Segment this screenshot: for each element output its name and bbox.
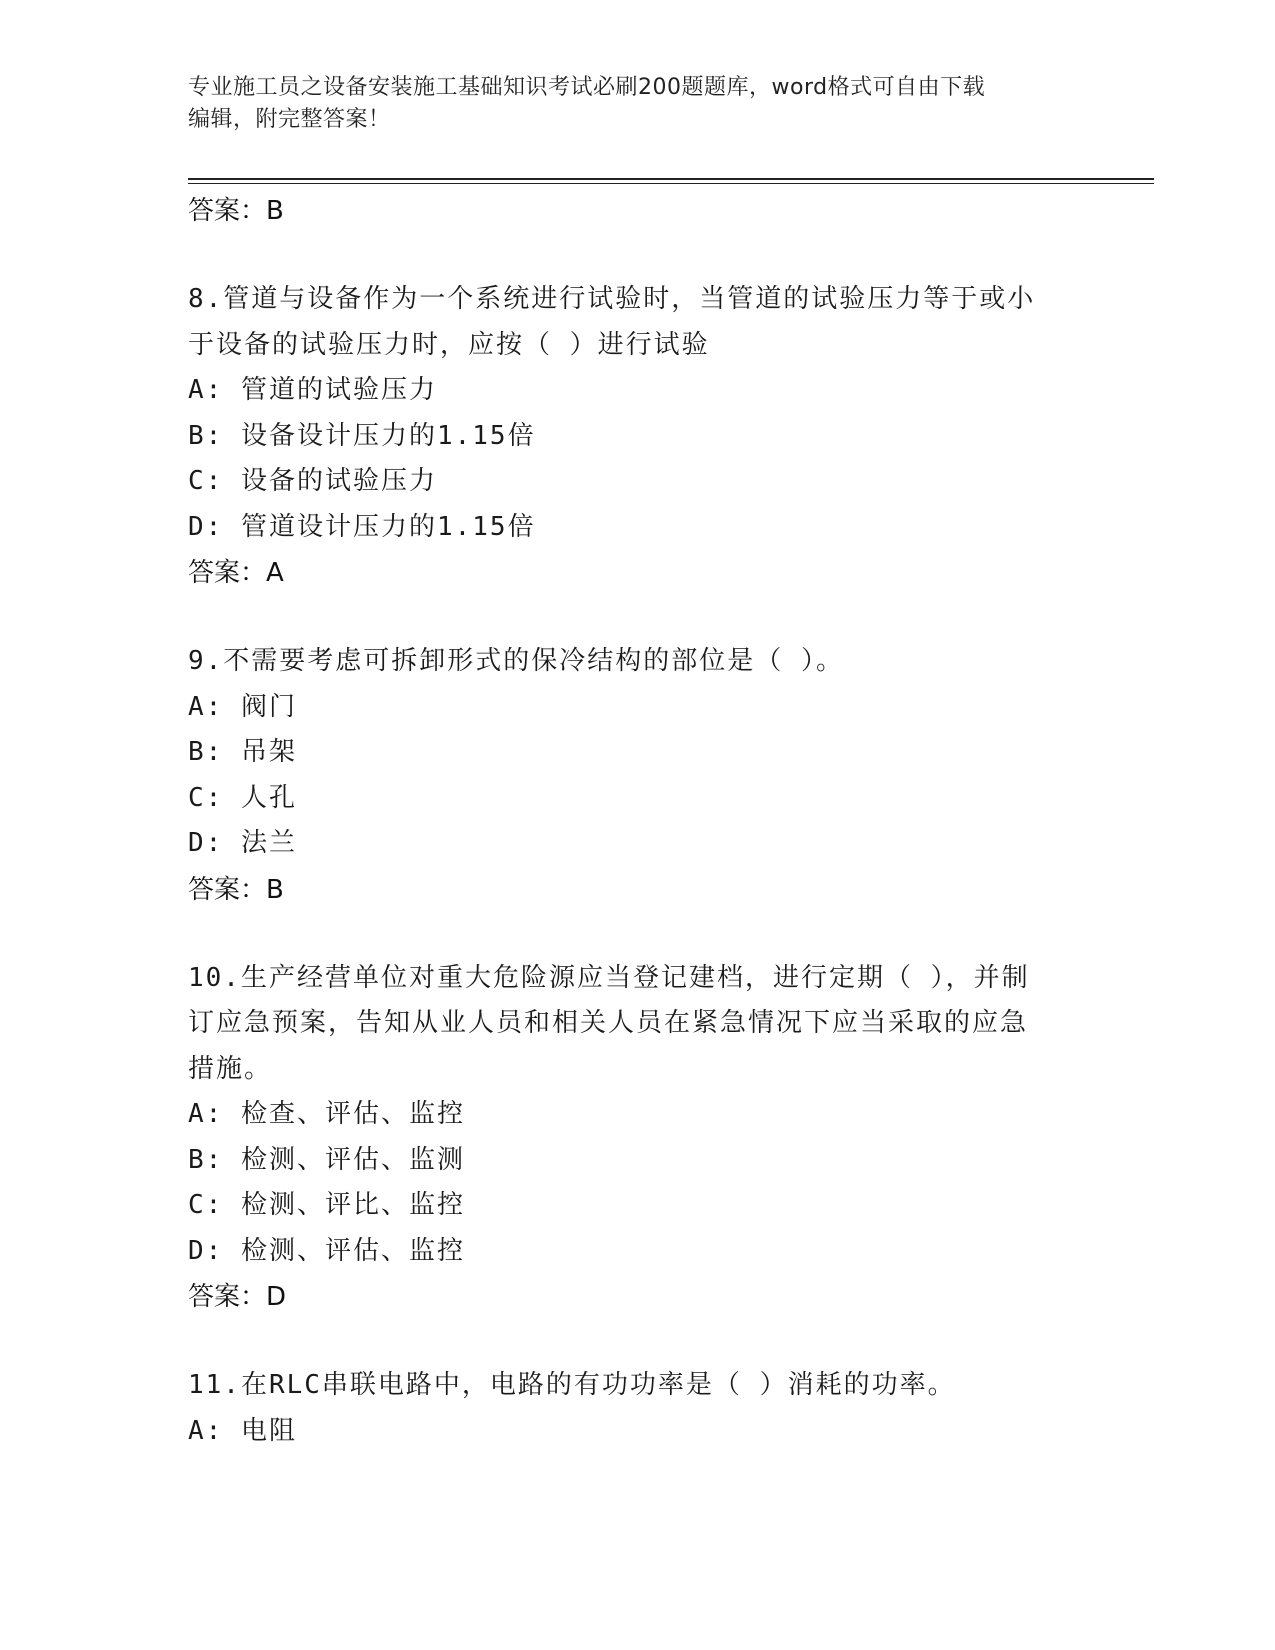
question-9-option-d: D: 法兰 [188, 828, 297, 858]
question-11-line-1: 11.在RLC串联电路中，电路的有功功率是（ ）消耗的功率。 [188, 1370, 956, 1400]
question-9-answer: 答案：B [188, 874, 284, 905]
question-9-option-c: C: 人孔 [188, 782, 297, 813]
question-list [188, 188, 1088, 1454]
question-10-option-d: D: 检测、评估、监控 [188, 1235, 465, 1266]
question-11-option-a: A: 电阻 [188, 1415, 297, 1446]
document-header [188, 72, 1088, 136]
question-8-option-a: A: 管道的试验压力 [188, 375, 437, 405]
question-9-line-1: 9.不需要考虑可拆卸形式的保冷结构的部位是（ ）。 [188, 646, 844, 676]
header-rule-thin [188, 183, 1154, 184]
header-line-2: 编辑，附完整答案！ [188, 107, 391, 132]
question-10 [188, 956, 1088, 1321]
question-8-answer: 答案：A [188, 558, 284, 588]
question-9 [188, 639, 1088, 913]
question-8-line-1: 8.管道与设备作为一个系统进行试验时，当管道的试验压力等于或小 [188, 284, 1036, 314]
question-10-option-a: A: 检查、评估、监控 [188, 1099, 465, 1129]
question-9-option-a: A: 阀门 [188, 691, 297, 722]
question-10-line-2: 订应急预案，告知从业人员和相关人员在紧急情况下应当采取的应急 [188, 1008, 1029, 1038]
question-8-option-b: B: 设备设计压力的1.15倍 [188, 420, 536, 451]
answer-prev: 答案：B [188, 196, 284, 226]
header-rule-thick [188, 178, 1154, 180]
question-10-answer: 答案：D [188, 1282, 287, 1312]
question-8 [188, 277, 1088, 596]
question-10-option-b: B: 检测、评估、监测 [188, 1144, 465, 1175]
header-line-1: 专业施工员之设备安装施工基础知识考试必刷200题题库，word格式可自由下载 [188, 75, 986, 100]
question-9-option-b: B: 吊架 [188, 737, 297, 767]
question-10-line-1: 10.生产经营单位对重大危险源应当登记建档，进行定期（ ），并制 [188, 962, 1030, 993]
question-8-option-d: D: 管道设计压力的1.15倍 [188, 511, 536, 542]
question-10-line-3: 措施。 [188, 1053, 273, 1084]
question-8-line-2: 于设备的试验压力时，应按（ ）进行试验 [188, 329, 710, 360]
question-10-option-c: C: 检测、评比、监控 [188, 1190, 465, 1220]
question-8-option-c: C: 设备的试验压力 [188, 466, 437, 496]
question-11 [188, 1363, 1088, 1454]
